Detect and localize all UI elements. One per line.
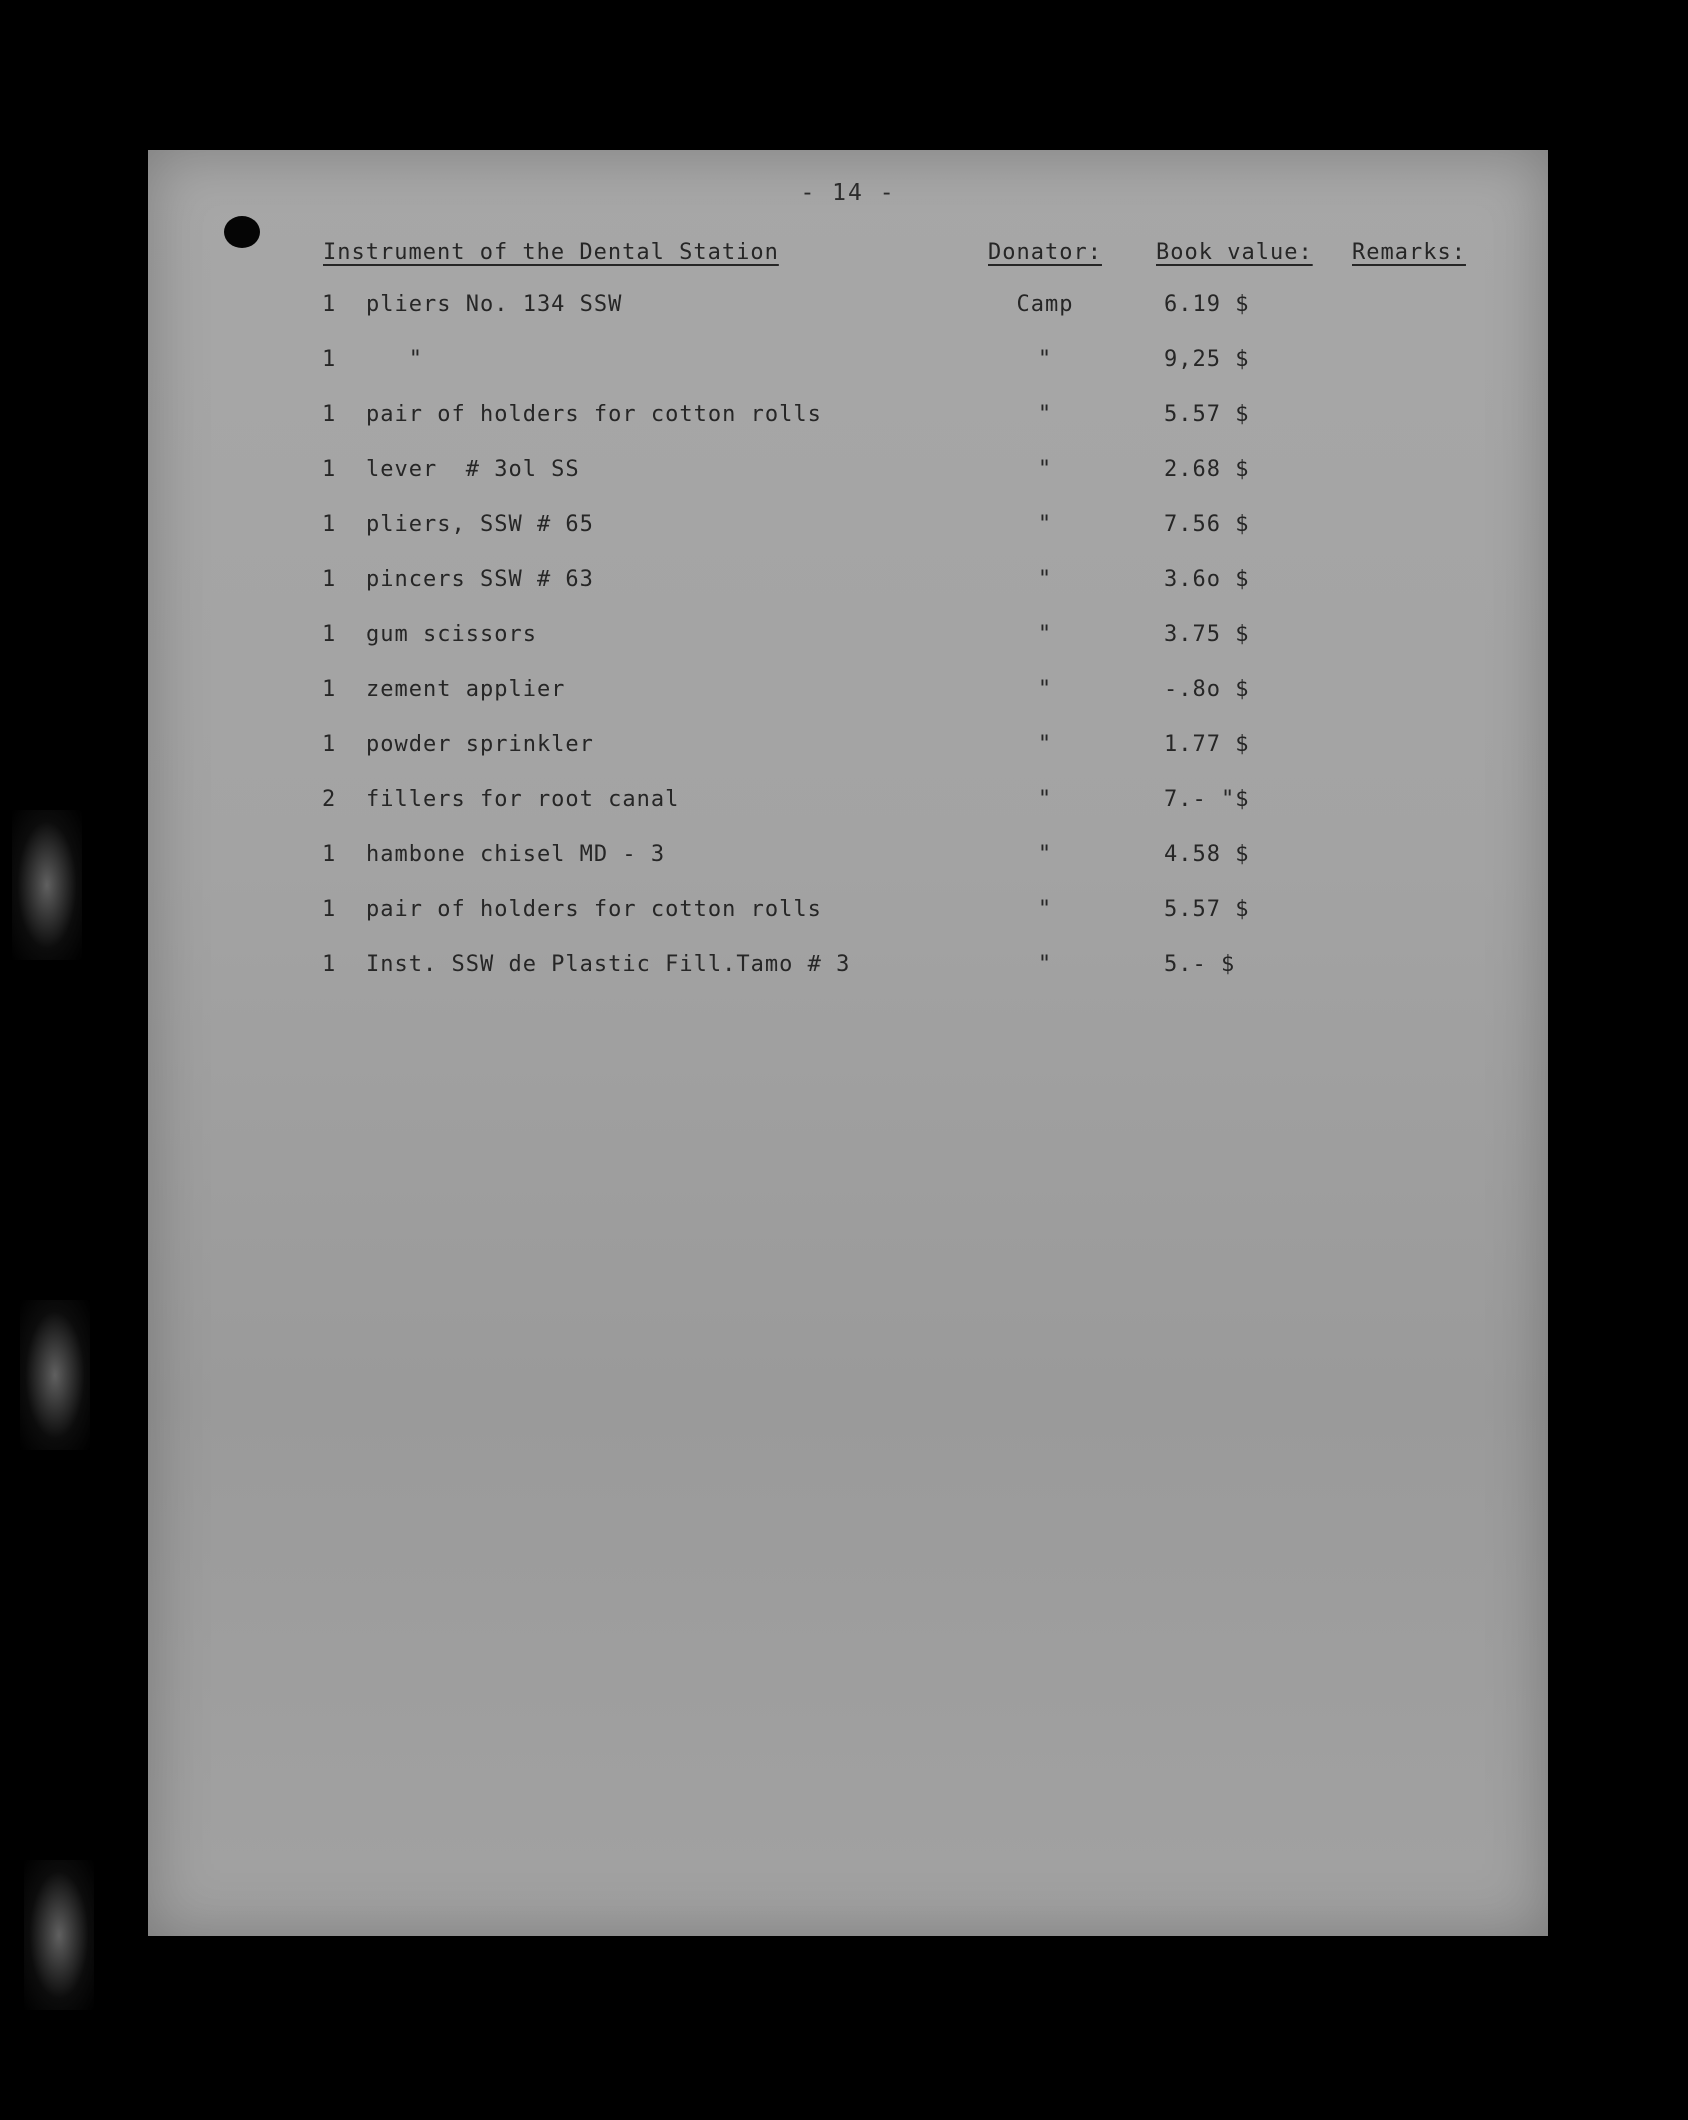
paper-sheet [148, 150, 1548, 1936]
item-donator: " [1037, 842, 1053, 867]
list-item [148, 952, 1548, 1007]
item-book-value: 7.- "$ [1164, 787, 1250, 812]
edge-smudge-middle [20, 1300, 90, 1450]
item-quantity: 1 [322, 842, 337, 867]
item-donator: " [1037, 347, 1053, 372]
item-donator: " [1037, 457, 1053, 482]
header-donator: Donator: [988, 240, 1102, 265]
page-number: - 14 - [800, 180, 896, 206]
item-book-value: 5.57 $ [1164, 402, 1250, 427]
list-item [148, 787, 1548, 842]
item-donator: " [1037, 567, 1053, 592]
item-donator: " [1037, 787, 1053, 812]
item-name: zement applier [366, 677, 566, 702]
item-book-value: 5.57 $ [1164, 897, 1250, 922]
item-name: fillers for root canal [366, 787, 680, 812]
list-item [148, 567, 1548, 622]
item-quantity: 1 [322, 512, 337, 537]
item-quantity: 1 [322, 732, 337, 757]
item-book-value: 5.- $ [1164, 952, 1236, 977]
edge-smudge-bottom [24, 1860, 94, 2010]
item-name: pliers, SSW # 65 [366, 512, 594, 537]
item-donator: " [1037, 952, 1053, 977]
item-donator: " [1037, 677, 1053, 702]
item-quantity: 1 [322, 677, 337, 702]
list-item [148, 842, 1548, 897]
item-name: gum scissors [366, 622, 537, 647]
item-name: pair of holders for cotton rolls [366, 897, 822, 922]
list-item [148, 347, 1548, 402]
list-item [148, 512, 1548, 567]
punch-hole [224, 216, 260, 248]
item-quantity: 1 [322, 567, 337, 592]
item-name: pliers No. 134 SSW [366, 292, 623, 317]
instrument-list [148, 292, 1548, 1007]
item-donator: " [1037, 732, 1053, 757]
header-book-value: Book value: [1156, 240, 1313, 265]
item-quantity: 1 [322, 952, 337, 977]
item-quantity: 1 [322, 402, 337, 427]
item-book-value: 9,25 $ [1164, 347, 1250, 372]
item-quantity: 2 [322, 787, 337, 812]
item-name: Inst. SSW de Plastic Fill.Tamo # 3 [366, 952, 851, 977]
item-name: pair of holders for cotton rolls [366, 402, 822, 427]
item-donator: " [1037, 897, 1053, 922]
item-name: lever # 3ol SS [366, 457, 580, 482]
header-instrument: Instrument of the Dental Station [323, 240, 779, 265]
item-quantity: 1 [322, 622, 337, 647]
item-book-value: 3.75 $ [1164, 622, 1250, 647]
item-donator: " [1037, 622, 1053, 647]
list-item [148, 402, 1548, 457]
item-book-value: -.8o $ [1164, 677, 1250, 702]
item-donator: Camp [1016, 292, 1074, 317]
list-item [148, 622, 1548, 677]
list-item [148, 292, 1548, 347]
item-book-value: 2.68 $ [1164, 457, 1250, 482]
item-quantity: 1 [322, 457, 337, 482]
item-quantity: 1 [322, 347, 337, 372]
item-book-value: 3.6o $ [1164, 567, 1250, 592]
item-donator: " [1037, 512, 1053, 537]
item-book-value: 1.77 $ [1164, 732, 1250, 757]
list-item [148, 457, 1548, 512]
item-name: " [366, 347, 423, 372]
item-name: powder sprinkler [366, 732, 594, 757]
list-item [148, 677, 1548, 732]
item-donator: " [1037, 402, 1053, 427]
list-item [148, 732, 1548, 787]
item-quantity: 1 [322, 897, 337, 922]
item-name: pincers SSW # 63 [366, 567, 594, 592]
item-book-value: 7.56 $ [1164, 512, 1250, 537]
list-item [148, 897, 1548, 952]
item-book-value: 6.19 $ [1164, 292, 1250, 317]
item-name: hambone chisel MD - 3 [366, 842, 666, 867]
item-quantity: 1 [322, 292, 337, 317]
item-book-value: 4.58 $ [1164, 842, 1250, 867]
edge-smudge-top [12, 810, 82, 960]
header-remarks: Remarks: [1352, 240, 1466, 265]
